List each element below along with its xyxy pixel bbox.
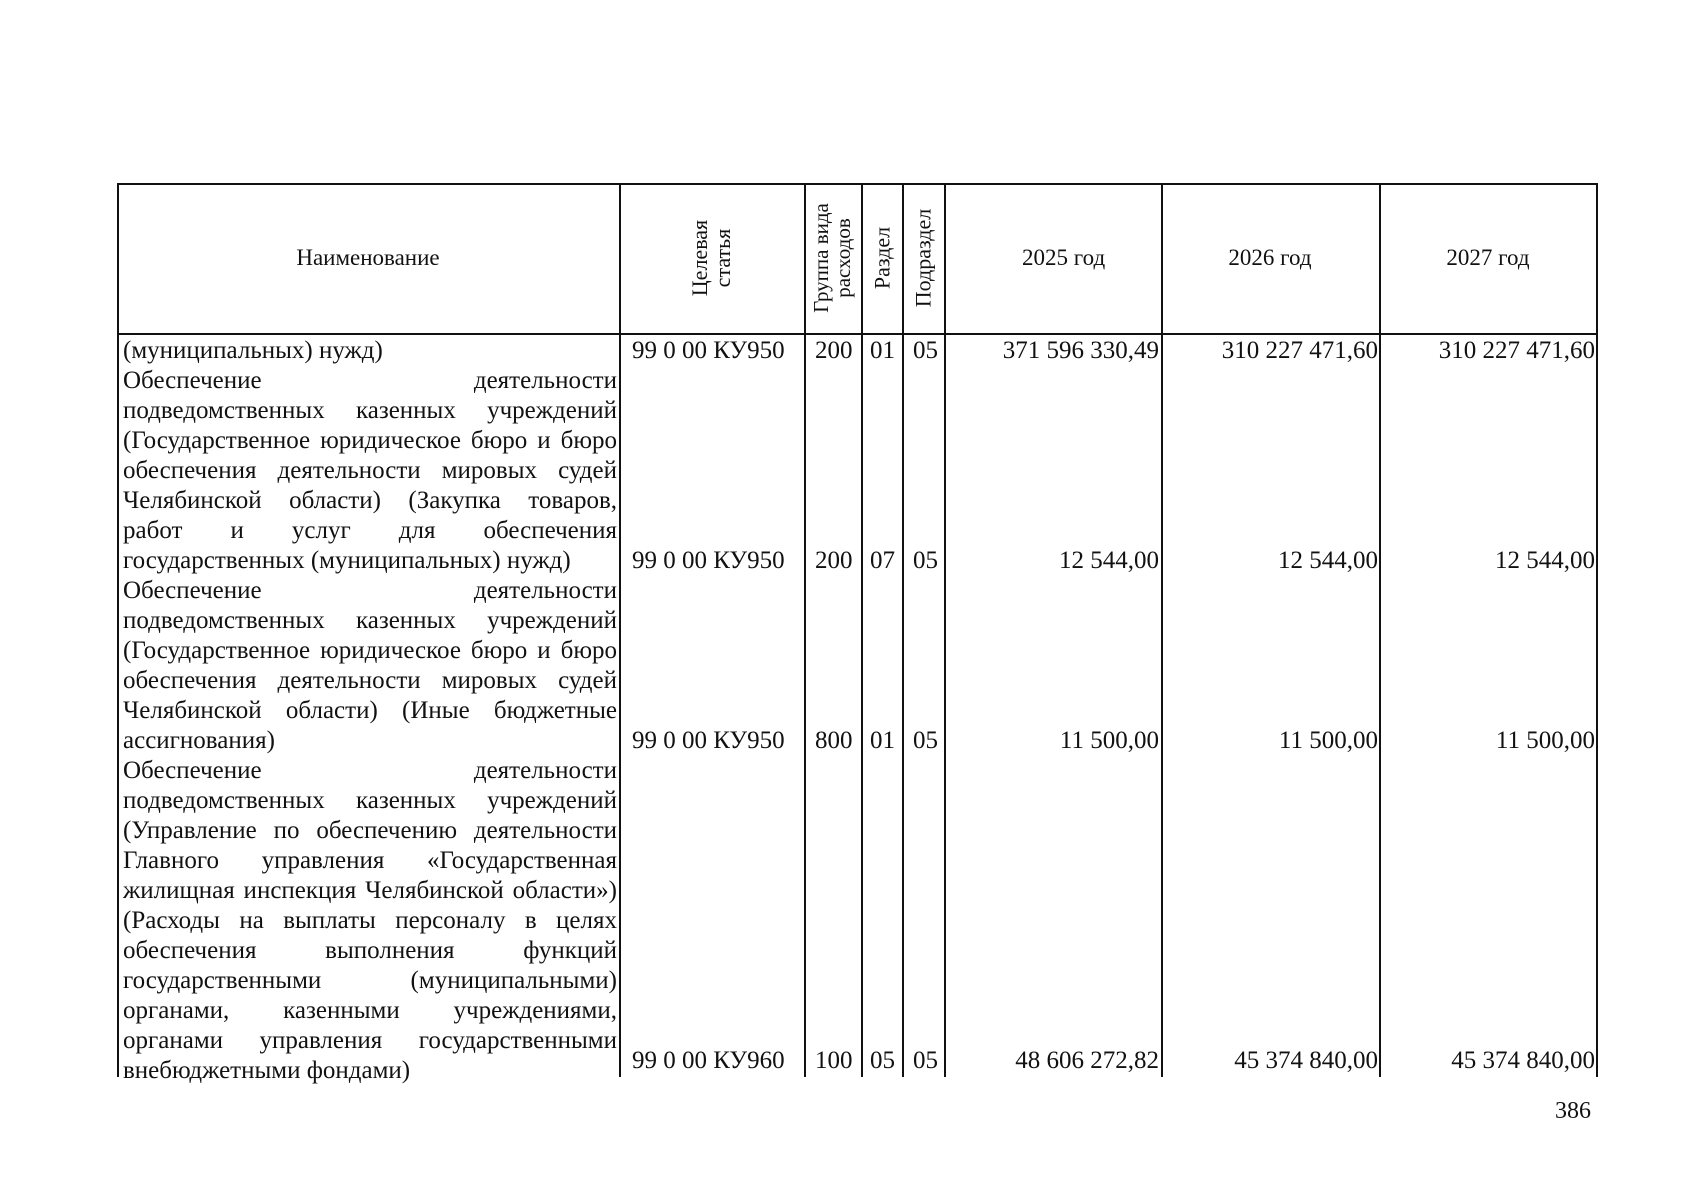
row-3-2027: 11 500,00 (1495, 727, 1595, 754)
row-4-2026: 45 374 840,00 (1234, 1047, 1378, 1074)
row-1-2026: 310 227 471,60 (1221, 337, 1378, 364)
row-2-2027: 12 544,00 (1495, 547, 1595, 574)
header-section: Раздел (869, 226, 895, 290)
row-3-2026: 11 500,00 (1278, 727, 1378, 754)
row-1-2027: 310 227 471,60 (1438, 337, 1595, 364)
page-number: 386 (1555, 1098, 1591, 1124)
col-border (902, 183, 904, 1077)
row-1-group: 200 (815, 337, 853, 364)
header-year-2026: 2026 год (1228, 245, 1312, 271)
row-2-2026: 12 544,00 (1278, 547, 1378, 574)
row-4-name: Обеспечение деятельности подведомственных казенных учреждений (Управление по обеспечению деятельности Главного управления «Государственная жилищная инспекция Челябинской области») (Расходы на выплаты персоналу в целях обеспечения выполнения функций государственными (муниципальными) органами, казенными учреждениями, органами управления государственными внебюджетными фондами) (123, 757, 617, 1084)
row-1-target: 99 0 00 КУ950 (632, 337, 785, 364)
row-2-subsection: 05 (913, 547, 938, 574)
row-3-subsection: 05 (913, 727, 938, 754)
header-name: Наименование (296, 245, 440, 271)
row-1-subsection: 05 (913, 337, 938, 364)
row-4-2025: 48 606 272,82 (1015, 1047, 1159, 1074)
header-target-article-text: Целевая статья (686, 219, 735, 297)
budget-table (117, 183, 1597, 1084)
header-expense-group (810, 185, 854, 331)
col-border (861, 183, 863, 1077)
row-3-group: 800 (815, 727, 853, 754)
row-3-target: 99 0 00 КУ950 (632, 727, 785, 754)
header-subsection: Подраздел (910, 208, 936, 308)
row-2-name: Обеспечение деятельности подведомственных казенных учреждений (Государственное юридическое бюро и бюро обеспечения деятельности мировых судей Челябинской области) (Закупка товаров, работ и услуг для обеспечения государственных (муниципальных) нужд) (123, 367, 617, 574)
header-target-article (688, 198, 734, 318)
header-bottom-border (117, 333, 1597, 335)
row-4-section: 05 (870, 1047, 895, 1074)
row-2-group: 200 (815, 547, 853, 574)
row-1-2025: 371 596 330,49 (1002, 337, 1159, 364)
row-2-target: 99 0 00 КУ950 (632, 547, 785, 574)
row-3-name: Обеспечение деятельности подведомственных казенных учреждений (Государственное юридическое бюро и бюро обеспечения деятельности мировых судей Челябинской области) (Иные бюджетные ассигнования) (123, 577, 617, 754)
row-4-2027: 45 374 840,00 (1451, 1047, 1595, 1074)
col-border (804, 183, 806, 1077)
row-3-section: 01 (870, 727, 895, 754)
row-2-section: 07 (870, 547, 895, 574)
col-border (619, 183, 621, 1077)
row-4-target: 99 0 00 КУ960 (632, 1047, 785, 1074)
col-border (944, 183, 946, 1077)
row-1-name: (муниципальных) нужд) (123, 337, 383, 364)
header-year-2027: 2027 год (1446, 245, 1530, 271)
header-expense-group-text: Группа вида расходов (808, 203, 855, 313)
row-4-subsection: 05 (913, 1047, 938, 1074)
row-1-section: 01 (870, 337, 895, 364)
row-3-2025: 11 500,00 (1059, 727, 1159, 754)
header-year-2025: 2025 год (1022, 245, 1106, 271)
row-2-2025: 12 544,00 (1059, 547, 1159, 574)
row-4-group: 100 (815, 1047, 853, 1074)
